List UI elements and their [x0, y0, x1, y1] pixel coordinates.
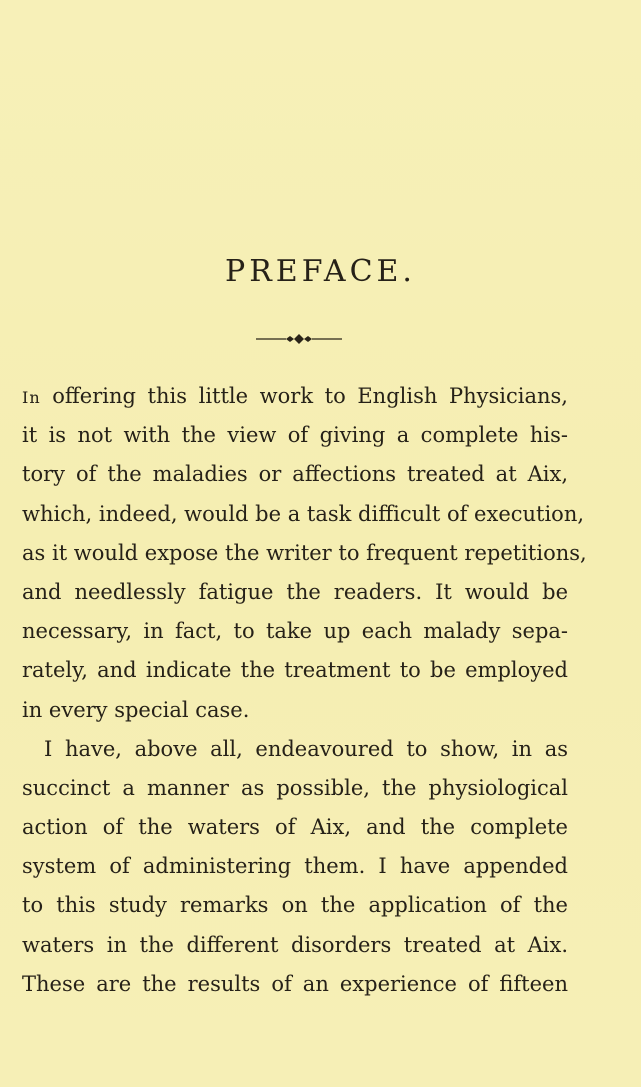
text-line: as it would expose the writer to frequent repetitions,: [22, 540, 587, 565]
page-title: PREFACE.: [225, 254, 416, 289]
text-line: succinct a manner as possible, the physiological: [22, 775, 568, 800]
text-line: I have, above all, endeavoured to show, in as: [44, 736, 568, 761]
ornament-rule-icon: [256, 333, 342, 345]
text-line: These are the results of an experience of fifteen: [22, 971, 568, 996]
body-text: [22, 377, 587, 1004]
paragraph-1: [22, 377, 587, 730]
text-line: In offering this little work to English Physicians,: [22, 384, 568, 408]
text-line: it is not with the view of giving a complete his-: [22, 423, 568, 448]
paragraph-2: [22, 730, 568, 1004]
text-line: waters in the different disorders treated at Aix.: [22, 932, 568, 957]
text-line: rately, and indicate the treatment to be employed: [22, 658, 568, 683]
text-line: which, indeed, would be a task difficult of execution,: [22, 501, 585, 526]
text-line: system of administering them. I have appended: [22, 854, 568, 879]
text-line: necessary, in fact, to take up each malady sepa-: [22, 619, 568, 644]
text-line: action of the waters of Aix, and the complete: [22, 815, 568, 840]
text-line: and needlessly fatigue the readers. It would be: [22, 579, 568, 604]
text-line: tory of the maladies or affections treated at Aix,: [22, 462, 568, 487]
dropcap: In: [22, 388, 41, 407]
text-line: in every special case.: [22, 697, 250, 722]
text-line: to this study remarks on the application of the: [22, 893, 568, 918]
